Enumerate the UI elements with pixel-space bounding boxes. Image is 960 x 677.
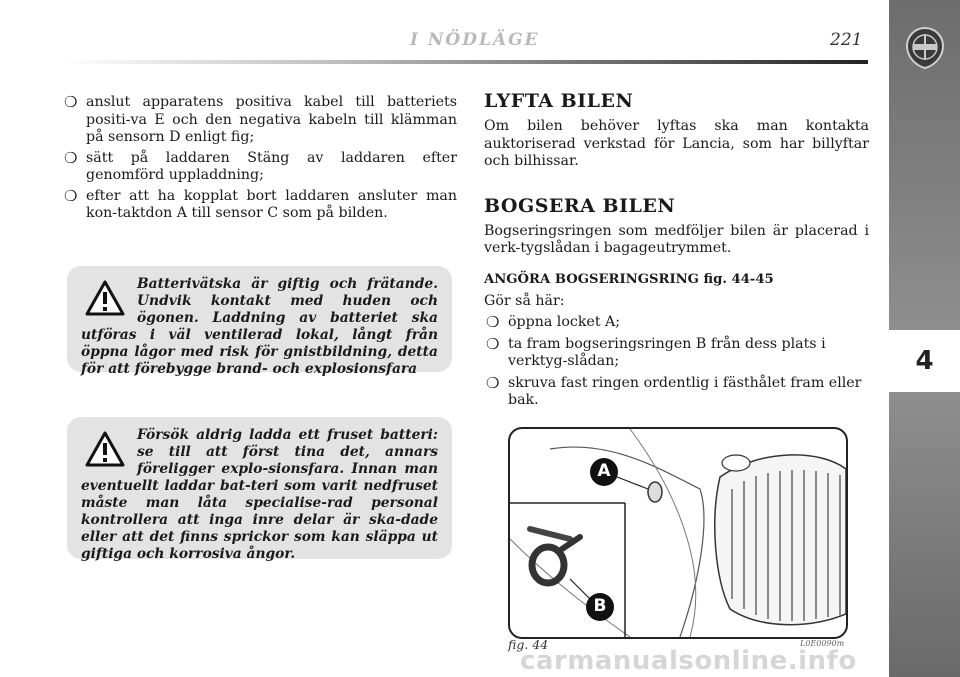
list-item: ❍ öppna locket A; <box>486 313 621 331</box>
header-rule <box>60 60 868 64</box>
bullet-icon: ❍ <box>64 93 78 111</box>
bullet-icon: ❍ <box>486 334 500 353</box>
running-head: I NÖDLÄGE <box>410 30 540 50</box>
list-item: ❍ sätt på laddaren Stäng av laddaren efter genomförd uppladdning; <box>64 148 457 183</box>
bullet-icon: ❍ <box>64 148 78 167</box>
list-item: ❍ skruva fast ringen ordentlig i fästhålet fram eller bak. <box>486 373 862 408</box>
lancia-logo-icon <box>905 26 945 70</box>
subheading-tow-ring: ANGÖRA BOGSERINGSRING fig. 44-45 <box>484 271 774 287</box>
bullet-icon: ❍ <box>64 186 78 205</box>
list-item: ❍ anslut apparatens positiva kabel till batteriets positi-va E och den negativa kabeln till klämman på sensorn D enligt fig; <box>64 93 457 145</box>
lift-text: Om bilen behöver lyftas ska man kontakta auktoriserad verkstad för Lancia, som har billyftar och bilhissar. <box>484 118 869 169</box>
figure-label-b: B <box>593 596 607 616</box>
section-heading-tow: BOGSERA BILEN <box>484 194 676 217</box>
figure-towing-ring <box>508 427 848 639</box>
section-heading-lift: LYFTA BILEN <box>484 90 634 112</box>
watermark: carmanualsonline.info <box>520 646 857 676</box>
page-number: 221 <box>830 30 863 50</box>
instructions-intro: Gör så här: <box>484 292 565 309</box>
list-item: ❍ efter att ha kopplat bort laddaren ansluter man kon-taktdon A till sensor C som på bilden. <box>64 186 457 221</box>
warning-box-frozen-battery <box>67 417 452 562</box>
warning-text: Försök aldrig ladda ett fruset batteri: se till att först tina det, annars föreligger explo-sionsfara. Innan man eventuellt laddar bat-teri som varit nedfruset måste man låta specialise-rad personal kontrollera att inga inre delar är ska-dade eller att det finns sprickor som kan släppa ut giftiga och korrosiva ångor. <box>81 427 438 562</box>
sidebar-bottom <box>889 392 960 677</box>
left-column <box>62 94 457 226</box>
figure-label-a: A <box>597 461 611 481</box>
bullet-icon: ❍ <box>486 373 500 392</box>
tow-text: Bogseringsringen som medföljer bilen är placerad i verk-tygslådan i bagageutrymmet. <box>484 222 869 256</box>
warning-text: Batterivätska är giftig och frätande. Undvik kontakt med huden och ögonen. Laddning av batteriet ska utföras i väl ventilerad lokal, långt från öppna lågor med risk för gnistbildning, detta för att förebygge brand- och explosionsfara <box>81 276 438 377</box>
warning-triangle-icon <box>85 431 125 467</box>
chapter-tab <box>889 330 960 392</box>
warning-triangle-icon <box>85 280 125 316</box>
warning-box-battery-fluid <box>67 266 452 377</box>
figure-caption: fig. 44 <box>508 637 549 652</box>
figure-code: L0E0090m <box>800 639 845 648</box>
chapter-number: 4 <box>915 346 934 376</box>
bullet-icon: ❍ <box>486 313 500 331</box>
list-item: ❍ ta fram bogseringsringen B från dess plats i verktyg-slådan; <box>486 334 826 369</box>
car-front-illustration <box>510 429 846 637</box>
right-column <box>484 90 869 414</box>
